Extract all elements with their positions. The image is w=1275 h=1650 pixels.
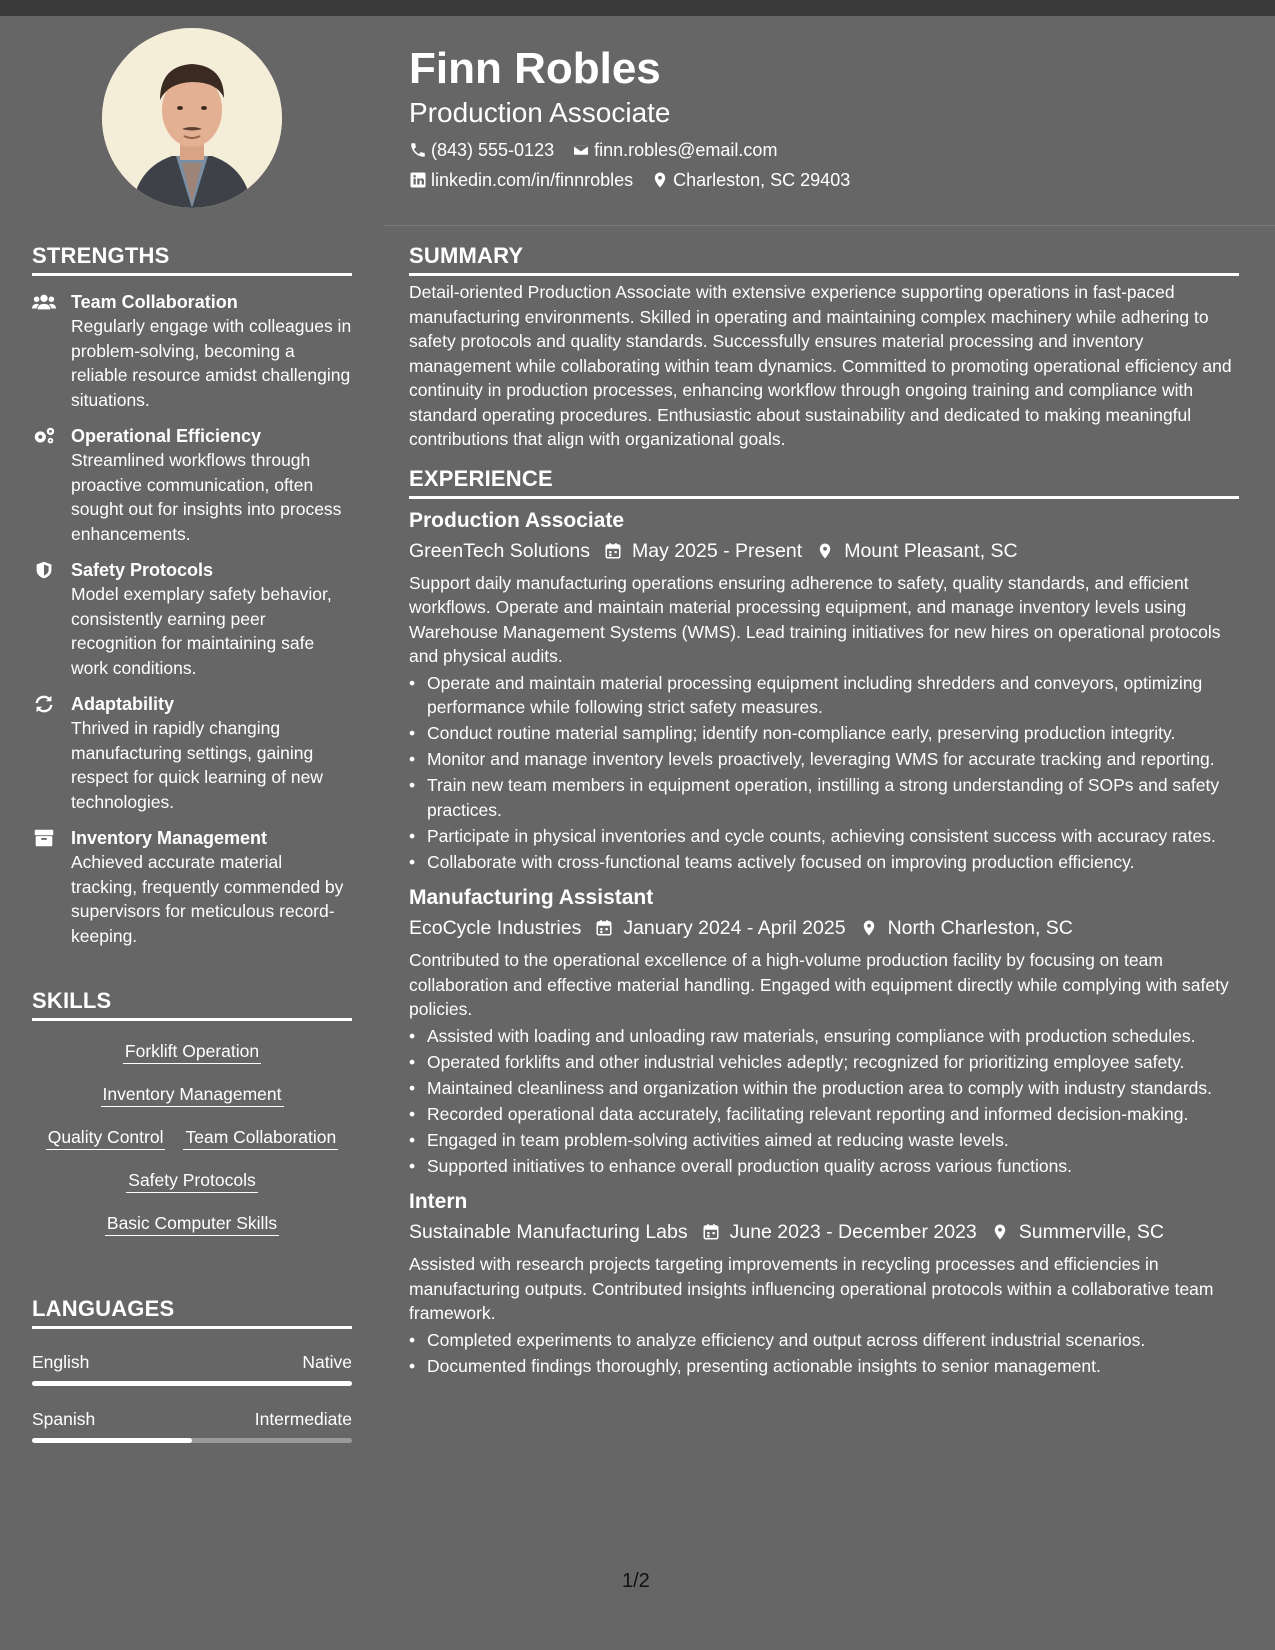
map-pin-icon [651, 171, 669, 189]
job-bullet: • Assisted with loading and unloading raw materials, ensuring compliance with production schedules. [409, 1024, 1239, 1049]
skill-row [32, 1082, 352, 1107]
linkedin-icon [409, 171, 427, 189]
job-meta [409, 914, 1239, 942]
strength-desc: Streamlined workflows through proactive communication, often sought out for insights into process enhancements. [71, 450, 342, 544]
job-dates: January 2024 - April 2025 [623, 917, 846, 939]
job-dates: May 2025 - Present [632, 539, 803, 562]
phone-text: (843) 555-0123 [431, 140, 555, 160]
experience-heading: EXPERIENCE [409, 466, 1239, 499]
job-bullets [409, 1328, 1239, 1379]
job-entry [409, 507, 1239, 875]
strength-desc: Achieved accurate material tracking, frequently commended by supervisors for meticulous record-keeping. [71, 852, 344, 946]
job-description: Assisted with research projects targeting improvements in recycling processes and efficiencies in manufacturing outputs. Contributed insights influencing operational protocols within a collaborative team framework. [409, 1254, 1214, 1323]
strengths-heading: STRENGTHS [32, 243, 352, 276]
job-company: EcoCycle Industries [409, 917, 582, 939]
language-bar-fill [32, 1381, 352, 1386]
strength-desc: Thrived in rapidly changing manufacturing settings, gaining respect for quick learning of new technologies. [71, 718, 323, 812]
job-bullet: • Train new team members in equipment operation, instilling a strong understanding of SOPs and safety practices. [409, 773, 1239, 822]
skill-tag: Quality Control [46, 1125, 166, 1150]
skills-heading: SKILLS [32, 988, 352, 1021]
experience-list [409, 507, 1239, 1379]
summary-heading: SUMMARY [409, 243, 1239, 276]
calendar-icon [604, 542, 622, 560]
job-location: North Charleston, SC [887, 917, 1073, 939]
location-text: Charleston, SC 29403 [673, 170, 851, 190]
linkedin-text: linkedin.com/in/finnrobles [431, 170, 634, 190]
strengths-section [32, 243, 352, 948]
language-item [32, 1351, 352, 1386]
job-bullet: • Monitor and manage inventory levels proactively, leveraging WMS for accurate tracking and reporting. [409, 747, 1239, 772]
contact-row-2 [409, 168, 1239, 192]
job-bullet: • Collaborate with cross-functional teams actively focused on improving production efficiency. [409, 850, 1239, 875]
skill-tag: Forklift Operation [123, 1039, 261, 1064]
map-pin-icon [860, 919, 878, 937]
job-bullet: • Documented findings thoroughly, presenting actionable insights to senior management. [409, 1354, 1239, 1379]
strength-name: Adaptability [71, 694, 175, 714]
contact-row-1 [409, 138, 1239, 162]
summary-text: Detail-oriented Production Associate with extensive experience supporting operations in fast-paced manufacturing environments. Skilled in operating and maintaining complex machinery while adhering to safety protocols and quality standards. Successfully ensures material processing and inventory management while collaborating within team dynamics. Committed to promoting operational efficiency and continuity in production processes, enhancing workflow through ongoing training and compliance with standard operating procedures. Enthusiastic about sustainability and dedicated to making meaningful contributions that align with organizational goals. [409, 282, 1232, 449]
gears-icon [32, 426, 56, 446]
job-dates: June 2023 - December 2023 [729, 1221, 977, 1243]
main-column [409, 243, 1239, 1380]
job-bullet: • Operate and maintain material processing equipment including shredders and conveyors, optimizing performance while following strict safety measures. [409, 671, 1239, 720]
strength-item [32, 826, 352, 948]
map-pin-icon [816, 542, 834, 560]
skills-section [32, 988, 352, 1236]
languages-heading: LANGUAGES [32, 1296, 352, 1329]
job-title: Intern [409, 1190, 468, 1213]
job-location: Mount Pleasant, SC [844, 539, 1018, 562]
skill-row [32, 1039, 352, 1064]
job-bullet: • Maintained cleanliness and organization within the production area to comply with industry standards. [409, 1076, 1239, 1101]
job-bullet: • Engaged in team problem-solving activities aimed at reducing waste levels. [409, 1128, 1239, 1153]
shield-icon [32, 560, 56, 580]
job-bullet: • Operated forklifts and other industrial vehicles adeptly; recognized for prioritizing employee safety. [409, 1050, 1239, 1075]
language-bar [32, 1381, 352, 1386]
language-level: Native [302, 1352, 352, 1372]
job-title: Manufacturing Assistant [409, 886, 654, 909]
map-pin-icon [991, 1223, 1009, 1241]
job-entry [409, 1188, 1239, 1378]
strength-name: Inventory Management [71, 828, 268, 848]
language-level: Intermediate [254, 1409, 352, 1429]
job-company: Sustainable Manufacturing Labs [409, 1221, 688, 1243]
calendar-icon [595, 919, 613, 937]
candidate-name: Finn Robles [409, 44, 661, 93]
users-icon [32, 292, 56, 312]
job-bullets [409, 671, 1239, 875]
job-bullet: • Recorded operational data accurately, facilitating relevant reporting and informed decision-making. [409, 1102, 1239, 1127]
email-contact[interactable] [572, 138, 777, 162]
job-entry [409, 884, 1239, 1178]
top-bar [0, 0, 1275, 16]
resume-header [409, 42, 1239, 192]
skill-tag: Inventory Management [101, 1082, 284, 1107]
box-icon [32, 828, 56, 848]
job-meta [409, 537, 1239, 565]
skill-row [32, 1211, 352, 1236]
skill-tag: Team Collaboration [183, 1125, 338, 1150]
refresh-icon [32, 694, 56, 714]
strength-desc: Model exemplary safety behavior, consistently earning peer recognition for maintaining safe work conditions. [71, 584, 332, 678]
languages-section [32, 1296, 352, 1443]
job-bullet: • Completed experiments to analyze efficiency and output across different industrial scenarios. [409, 1328, 1239, 1353]
language-name: English [32, 1352, 90, 1372]
phone-contact[interactable] [409, 138, 554, 162]
email-text: finn.robles@email.com [594, 140, 778, 160]
job-description: Contributed to the operational excellence of a high-volume production facility by focusing on team collaboration and effective material handling. Engaged with equipment directly while complying with safety policies. [409, 950, 1229, 1019]
strength-desc: Regularly engage with colleagues in problem-solving, becoming a reliable resource amidst challenging situations. [71, 316, 352, 410]
strength-item [32, 692, 352, 814]
job-bullets [409, 1024, 1239, 1179]
job-title: Production Associate [409, 508, 625, 532]
language-bar [32, 1438, 352, 1443]
strength-item [32, 558, 352, 680]
job-description: Support daily manufacturing operations ensuring adherence to safety, quality standards, and efficient workflows. Operate and maintain material processing equipment, and manage inventory levels using Warehouse Management Systems (WMS). Lead training initiatives for new hires on operational protocols and physical audits. [409, 572, 1221, 666]
job-company: GreenTech Solutions [409, 539, 591, 562]
header-divider [383, 225, 1275, 226]
avatar [102, 28, 282, 208]
skill-row [32, 1168, 352, 1193]
language-name: Spanish [32, 1409, 96, 1429]
strength-name: Operational Efficiency [71, 426, 262, 446]
job-bullet: • Conduct routine material sampling; identify non-compliance early, preserving production integrity. [409, 721, 1239, 746]
page-number: 1/2 [622, 1570, 650, 1592]
strength-name: Team Collaboration [71, 292, 238, 312]
candidate-title: Production Associate [409, 97, 671, 128]
job-location: Summerville, SC [1018, 1221, 1164, 1243]
language-bar-fill [32, 1438, 192, 1443]
strength-item [32, 290, 352, 412]
location-contact [651, 168, 850, 192]
strength-name: Safety Protocols [71, 560, 214, 580]
job-bullet: • Participate in physical inventories and cycle counts, achieving consistent success with accuracy rates. [409, 824, 1239, 849]
language-item [32, 1408, 352, 1443]
job-meta [409, 1218, 1239, 1246]
skill-tag: Basic Computer Skills [105, 1211, 279, 1236]
job-bullet: • Supported initiatives to enhance overall production quality across various functions. [409, 1154, 1239, 1179]
envelope-icon [572, 141, 590, 159]
profile-photo [102, 28, 282, 208]
strength-item [32, 424, 352, 546]
calendar-icon [702, 1223, 720, 1241]
phone-icon [409, 141, 427, 159]
linkedin-contact[interactable] [409, 168, 633, 192]
skill-tag: Safety Protocols [126, 1168, 257, 1193]
skill-row [32, 1125, 352, 1150]
